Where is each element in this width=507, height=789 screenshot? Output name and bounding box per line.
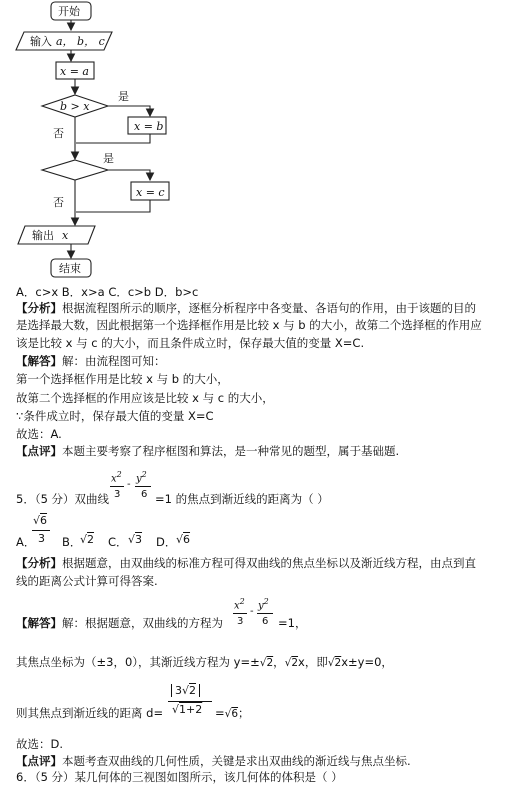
yes-label-2: 是 [103,152,114,165]
q4-solution-line-3: 故第二个选择框的作用应该是比较 x 与 c 的大小， [16,391,274,405]
decision-2 [42,160,108,180]
q5-distance-prefix: 则其焦点到渐近线的距离 d= [16,706,164,720]
q5-analysis-text-1: 根据题意，由双曲线的标准方程可得双曲线的焦点坐标以及渐近线方程，由点到直 [62,556,476,570]
output-label: 输出 [32,229,54,242]
no-label-2: 否 [53,196,64,209]
q5-opt-c: C． [108,535,128,549]
q5-distance-result: =√6； [215,706,250,720]
q4-comment [16,444,399,458]
q5-analysis-line-2: 线的距离公式计算可得答案. [16,574,158,588]
q5-frac-bar-1 [110,486,124,487]
assign-x-c-label: x = c [136,186,165,199]
q4-options: A．c>x B．x>a C．c>b D．b>c [16,285,199,299]
end-label: 结束 [59,262,81,275]
q4-analysis-text-1: 根据流程图所示的顺序，逐框分析程序中各变量、各语句的作用，由于该题的目的 [62,301,476,315]
q5-opt-d-val: √6 [176,533,191,546]
assign-x-a-label: x = a [60,65,89,78]
no-label-1: 否 [53,127,64,140]
yes-label-1: 是 [118,90,129,103]
q5-distance-denominator: √1+2 [172,703,203,716]
q4-analysis-line-2: 是选择最大数，因此根据第一个选择框作用是比较 x 与 b 的大小，故第二个选择框的作用应 [16,318,482,332]
q5-distance-numerator: 3√2 [171,684,200,697]
q6-stem: 6．（5 分）某几何体的三视图如图所示，该几何体的体积是（ ） [16,770,343,784]
q4-solution-tag: 【解答】 [16,354,62,368]
q5-opt-a-den: 3 [38,532,45,545]
q5-solution-text-1-suffix: =1， [278,616,307,630]
flowchart [0,0,200,282]
q5-stem-y2: $y^2$ [136,470,147,485]
q4-solution-line-4: ∵条件成立时，保存最大值的变量 X=C [16,409,214,423]
assign-x-b-label: x = b [134,120,164,133]
q5-comment-tag: 【点评】 [16,754,62,768]
q5-stem-suffix: =1 的焦点到渐近线的距离为（ ） [155,492,329,506]
q5-stem-minus: - [127,479,131,490]
q4-analysis-line-1 [16,301,476,315]
q5-sol-frac-bar-2 [257,613,273,614]
q5-opt-b-val: √2 [80,533,95,546]
q5-answer: 故选：D. [16,737,64,751]
start-label: 开始 [58,5,80,18]
output-box [18,226,95,244]
q5-solution-line-1 [16,616,223,630]
q5-opt-b: B． [62,535,82,549]
q5-opt-a-num: √6 [33,514,48,527]
q5-stem-den-6: 6 [141,489,148,500]
q5-sol-minus: - [250,606,254,617]
q4-analysis-tag: 【分析】 [16,301,62,315]
q5-stem-den-3: 3 [114,489,121,500]
q5-analysis-line-1 [16,556,476,570]
q4-analysis-line-3: 该是比较 x 与 c 的大小，而且条件成立时，保存最大值的变量 X=C. [16,336,365,350]
q5-analysis-tag: 【分析】 [16,556,62,570]
q4-solution-text-1: 解：由流程图可知： [62,354,166,368]
input-label: 输入 [30,35,52,48]
q5-opt-d: D． [156,535,177,549]
q5-solution-text-1: 解：根据题意，双曲线的方程为 [62,616,223,630]
q4-solution-line-2: 第一个选择框作用是比较 x 与 b 的大小， [16,372,229,386]
q5-frac-bar-2 [135,486,151,487]
q4-solution-line-1 [16,354,166,368]
decision-1-label: b > x [60,100,90,113]
q5-distance-bar [168,701,212,702]
q5-focus-line: 其焦点坐标为（±3，0），其渐近线方程为 y=±√2，√2x，即√2x±y=0， [16,655,393,669]
q5-sol-x2: $x^2$ [234,597,245,612]
q5-sol-den-6: 6 [262,616,269,627]
output-var: x [62,229,69,242]
q4-comment-text: 本题主要考察了程序框图和算法，是一种常见的题型，属于基础题. [62,444,400,458]
q5-sol-frac-bar-1 [233,613,247,614]
q5-comment [16,754,411,768]
q4-answer: 故选：A. [16,427,62,441]
q5-solution-tag: 【解答】 [16,616,62,630]
input-vars: a， b， c [56,35,105,48]
q5-opt-c-val: √3 [128,533,143,546]
q5-stem-prefix: 5．（5 分）双曲线 [16,492,110,506]
q5-stem-x2: $x^2$ [111,470,122,485]
q5-sol-den-3: 3 [237,616,244,627]
q4-comment-tag: 【点评】 [16,444,62,458]
q5-comment-text: 本题考查双曲线的几何性质，关键是求出双曲线的渐近线与焦点坐标. [62,754,411,768]
q5-opt-a-bar [32,530,50,531]
q5-sol-y2: $y^2$ [258,597,269,612]
q5-opt-a: A． [16,535,36,549]
